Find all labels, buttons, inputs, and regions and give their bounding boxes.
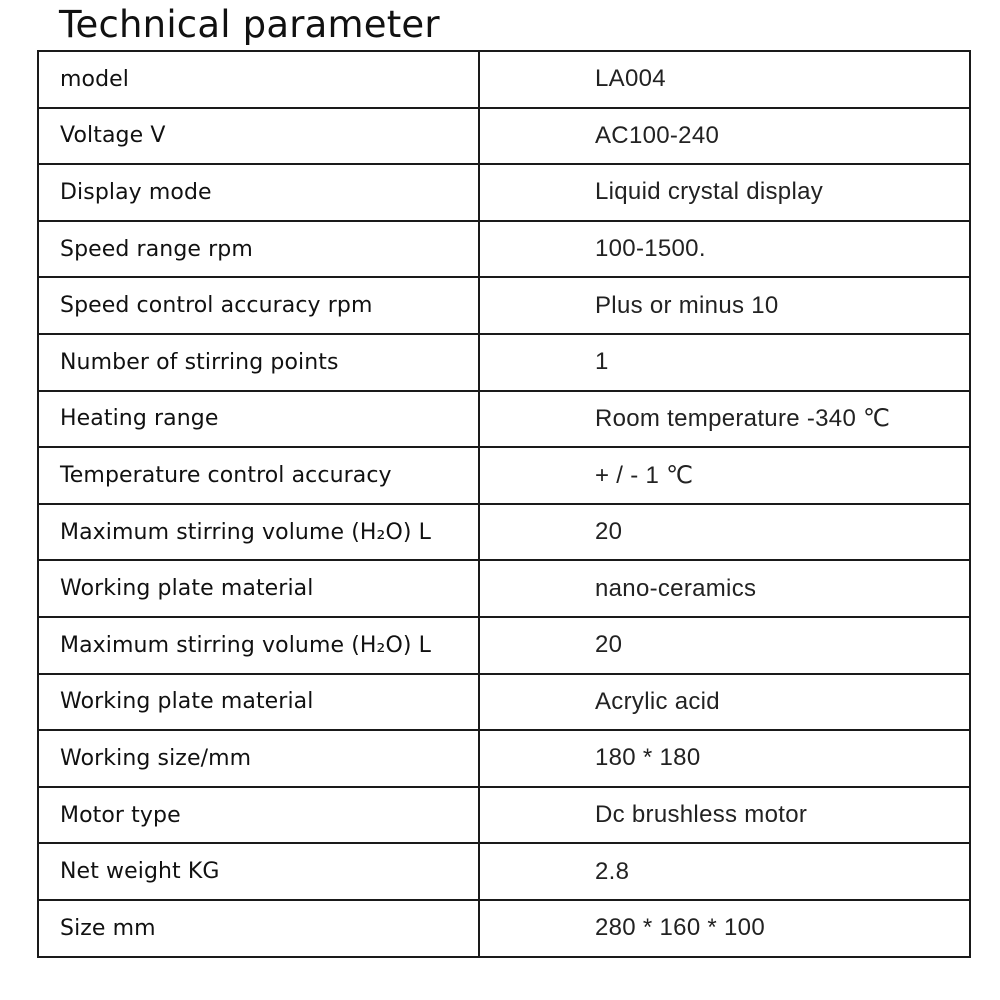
param-name: Working plate material	[38, 674, 479, 731]
param-value: nano-ceramics	[479, 560, 970, 617]
param-name: Heating range	[38, 391, 479, 448]
table-row	[38, 277, 970, 334]
table-row	[38, 108, 970, 165]
table-row	[38, 560, 970, 617]
table-row	[38, 447, 970, 504]
param-name: Voltage V	[38, 108, 479, 165]
param-name: Speed range rpm	[38, 221, 479, 278]
param-name: model	[38, 51, 479, 108]
table-row	[38, 787, 970, 844]
param-value: 100-1500.	[479, 221, 970, 278]
param-value: 180 * 180	[479, 730, 970, 787]
param-name: Display mode	[38, 164, 479, 221]
param-value: Room temperature -340 ℃	[479, 391, 970, 448]
table-row	[38, 51, 970, 108]
param-value: Acrylic acid	[479, 674, 970, 731]
param-value: + / - 1 ℃	[479, 447, 970, 504]
param-value: AC100-240	[479, 108, 970, 165]
param-value: 20	[479, 617, 970, 674]
param-value: 20	[479, 504, 970, 561]
table-row	[38, 730, 970, 787]
param-value: 2.8	[479, 843, 970, 900]
table-row	[38, 164, 970, 221]
param-name: Maximum stirring volume (H₂O) L	[38, 504, 479, 561]
table-row	[38, 504, 970, 561]
param-value: 1	[479, 334, 970, 391]
param-value: Plus or minus 10	[479, 277, 970, 334]
spec-table	[37, 50, 971, 958]
param-name: Net weight KG	[38, 843, 479, 900]
table-row	[38, 221, 970, 278]
param-name: Temperature control accuracy	[38, 447, 479, 504]
param-name: Size mm	[38, 900, 479, 957]
param-name: Speed control accuracy rpm	[38, 277, 479, 334]
table-row	[38, 391, 970, 448]
param-value: Liquid crystal display	[479, 164, 970, 221]
param-name: Number of stirring points	[38, 334, 479, 391]
param-name: Motor type	[38, 787, 479, 844]
param-value: LA004	[479, 51, 970, 108]
table-row	[38, 617, 970, 674]
param-name: Maximum stirring volume (H₂O) L	[38, 617, 479, 674]
table-row	[38, 674, 970, 731]
param-value: Dc brushless motor	[479, 787, 970, 844]
param-name: Working plate material	[38, 560, 479, 617]
param-name: Working size/mm	[38, 730, 479, 787]
table-row	[38, 334, 970, 391]
param-value: 280 * 160 * 100	[479, 900, 970, 957]
table-row	[38, 900, 970, 957]
table-row	[38, 843, 970, 900]
page-title: Technical parameter	[59, 3, 440, 46]
